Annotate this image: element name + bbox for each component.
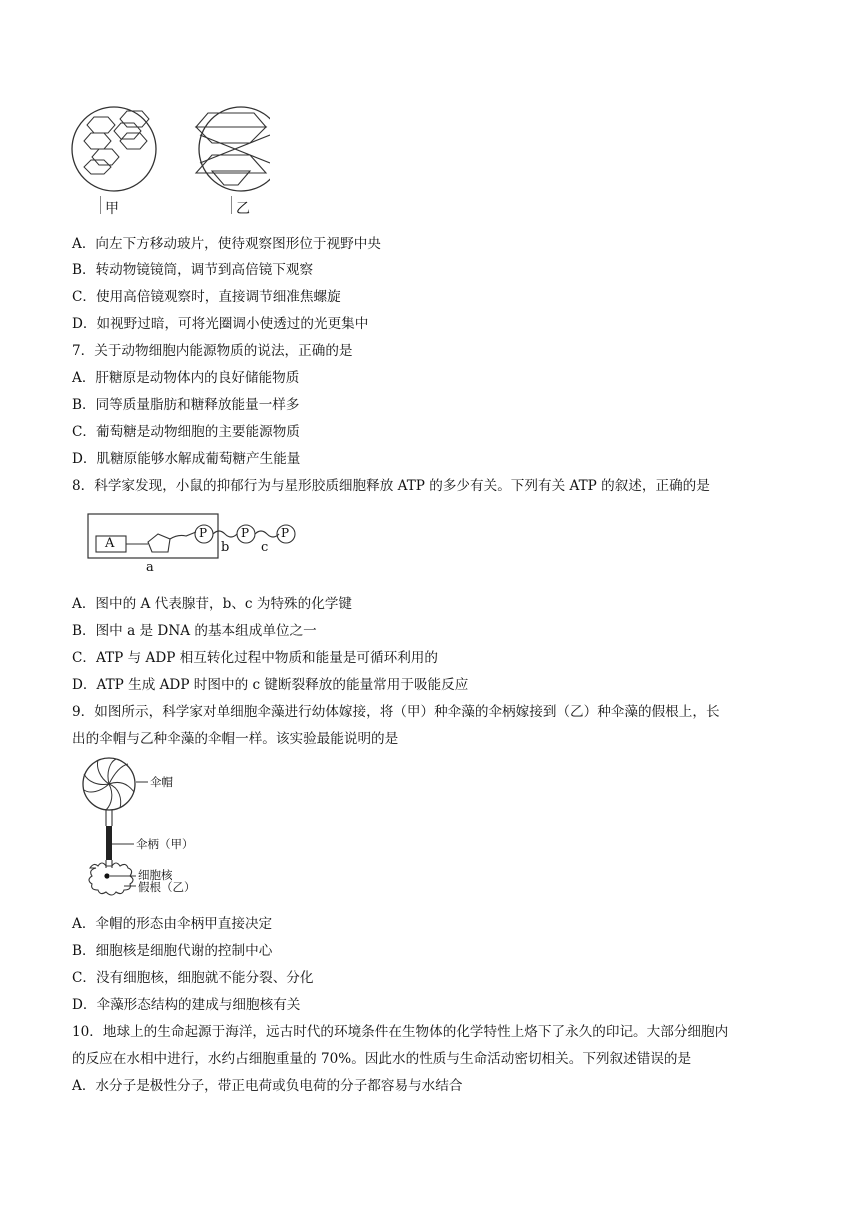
- atp-box-label: a: [146, 560, 154, 575]
- q8-option-d: D．ATP 生成 ADP 时图中的 c 键断裂释放的能量常用于吸能反应: [72, 677, 469, 693]
- atp-phosphate-label-3: P: [281, 526, 290, 540]
- atp-structure-drawing: [86, 512, 316, 576]
- q6-option-b: B．转动物镜镜筒，调节到高倍镜下观察: [72, 262, 314, 278]
- atp-bond-c-label: c: [261, 540, 269, 555]
- q10-stem-line1: 10．地球上的生命起源于海洋，远古时代的环境条件在生物体的化学特性上烙下了永久的印记。大部分细胞内: [72, 1024, 729, 1040]
- label-divider-jia: [100, 196, 101, 214]
- q6-option-a: A．向左下方移动玻片，使待观察图形位于视野中央: [72, 236, 381, 252]
- q9-option-a: A．伞帽的形态由伞柄甲直接决定: [72, 916, 273, 932]
- q8-option-a: A．图中的 A 代表腺苷，b、c 为特殊的化学键: [72, 596, 353, 612]
- label-nucleus: 细胞核: [138, 868, 173, 882]
- atp-base-label: A: [105, 536, 115, 551]
- q6-option-c: C．使用高倍镜观察时，直接调节细准焦螺旋: [72, 289, 341, 305]
- figure-label-jia: 甲: [105, 201, 119, 217]
- q7-option-c: C．葡萄糖是动物细胞的主要能源物质: [72, 424, 300, 440]
- q7-option-a: A．肝糖原是动物体内的良好储能物质: [72, 370, 300, 386]
- label-cap: 伞帽: [150, 775, 173, 789]
- figure-label-yi: 乙: [236, 201, 250, 217]
- q6-option-d: D．如视野过暗，可将光圈调小使透过的光更集中: [72, 316, 369, 332]
- label-rhizoid: 假根（乙）: [138, 880, 196, 894]
- q9-option-c: C．没有细胞核，细胞就不能分裂、分化: [72, 970, 314, 986]
- atp-phosphate-label-1: P: [199, 526, 208, 540]
- q9-option-d: D．伞藻形态结构的建成与细胞核有关: [72, 997, 301, 1013]
- q8-option-c: C．ATP 与 ADP 相互转化过程中物质和能量是可循环利用的: [72, 650, 438, 666]
- q7-option-d: D．肌糖原能够水解成葡萄糖产生能量: [72, 451, 301, 467]
- q7-option-b: B．同等质量脂肪和糖释放能量一样多: [72, 397, 300, 413]
- atp-phosphate-label-2: P: [241, 526, 250, 540]
- label-stalk: 伞柄（甲）: [136, 837, 194, 851]
- acetabularia-drawing: [76, 756, 276, 896]
- q7-stem: 7．关于动物细胞内能源物质的说法，正确的是: [72, 343, 353, 359]
- q8-stem: 8．科学家发现，小鼠的抑郁行为与星形胶质细胞释放 ATP 的多少有关。下列有关 ATP 的叙述，正确的是: [72, 478, 710, 494]
- q9-stem-line2: 出的伞帽与乙种伞藻的伞帽一样。该实验最能说明的是: [72, 731, 399, 747]
- q8-option-b: B．图中 a 是 DNA 的基本组成单位之一: [72, 623, 317, 639]
- q9-stem-line1: 9．如图所示，科学家对单细胞伞藻进行幼体嫁接，将（甲）种伞藻的伞柄嫁接到（乙）种伞藻的假根上，长: [72, 704, 720, 720]
- figure-atp-structure: [86, 512, 316, 576]
- label-divider-yi: [231, 196, 232, 214]
- q10-option-a: A．水分子是极性分子，带正电荷或负电荷的分子都容易与水结合: [72, 1078, 463, 1094]
- q10-stem-line2: 的反应在水相中进行，水约占细胞重量的 70%。因此水的性质与生命活动密切相关。下列叙述错误的是: [72, 1051, 692, 1067]
- q9-option-b: B．细胞核是细胞代谢的控制中心: [72, 943, 273, 959]
- figure-acetabularia-graft: [76, 756, 276, 896]
- atp-bond-b-label: b: [221, 540, 230, 555]
